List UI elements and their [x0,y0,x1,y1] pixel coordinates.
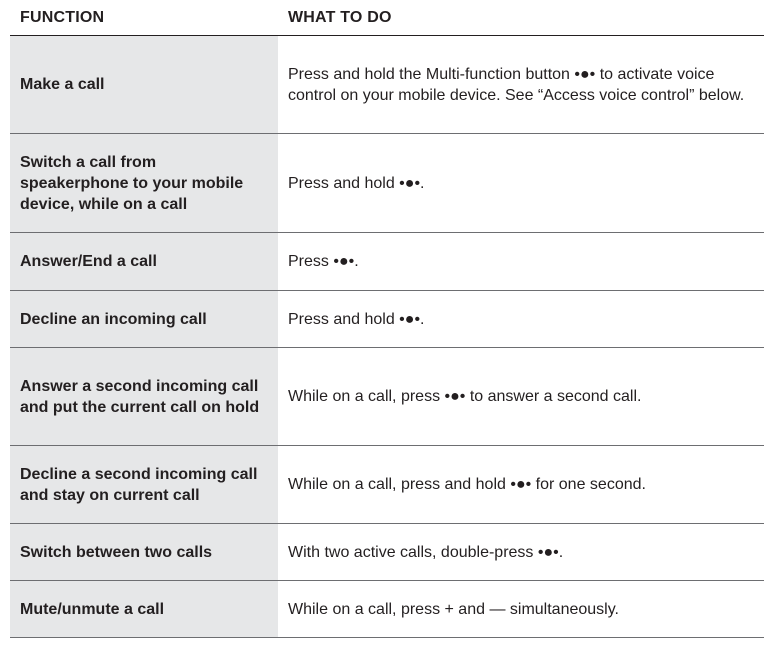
what-to-do-column-header: WHAT TO DO [288,8,392,26]
function-cell [10,134,278,232]
table-header [10,0,764,36]
instruction-text: While on a call, press + and — simultaneously. [288,600,619,618]
instruction-text: While on a call, press and hold •●• for one second. [288,476,646,493]
instruction-text: Press and hold the Multi-function button •●• to activate voice control on your mobile device. See “Access voice control” below. [288,65,745,104]
table-row [10,581,764,638]
instruction-text: Press •●•. [288,253,359,270]
function-cell [10,291,278,347]
function-cell [10,446,278,523]
call-functions-table [10,0,764,638]
function-text: Decline an incoming call [20,310,207,328]
function-cell [10,348,278,445]
function-cell [10,36,278,133]
what-to-do-cell [278,446,764,523]
function-cell [10,581,278,637]
function-text: Answer a second incoming call and put the current call on hold [20,377,260,416]
function-column-header: FUNCTION [20,8,105,26]
table-row [10,348,764,446]
what-to-do-cell [278,134,764,232]
instruction-text: Press and hold •●•. [288,174,425,192]
what-to-do-cell [278,291,764,347]
function-text: Answer/End a call [20,253,157,270]
what-to-do-cell [278,36,764,133]
function-text: Decline a second incoming call and stay on current call [20,465,258,504]
table-row [10,524,764,581]
function-cell [10,524,278,580]
what-to-do-cell [278,233,764,290]
function-text: Make a call [20,76,105,93]
function-text: Switch between two calls [20,543,213,561]
table-row [10,233,764,291]
instruction-text: While on a call, press •●• to answer a second call. [288,388,642,405]
what-to-do-cell [278,348,764,445]
table-row [10,36,764,134]
function-text: Mute/unmute a call [20,600,165,618]
table-row [10,134,764,233]
instruction-text: With two active calls, double-press •●•. [288,543,564,561]
table-row [10,291,764,348]
function-cell [10,233,278,290]
what-to-do-cell [278,524,764,580]
what-to-do-cell [278,581,764,637]
table-row [10,446,764,524]
instruction-text: Press and hold •●•. [288,310,425,328]
function-text: Switch a call from speakerphone to your mobile device, while on a call [20,153,244,213]
